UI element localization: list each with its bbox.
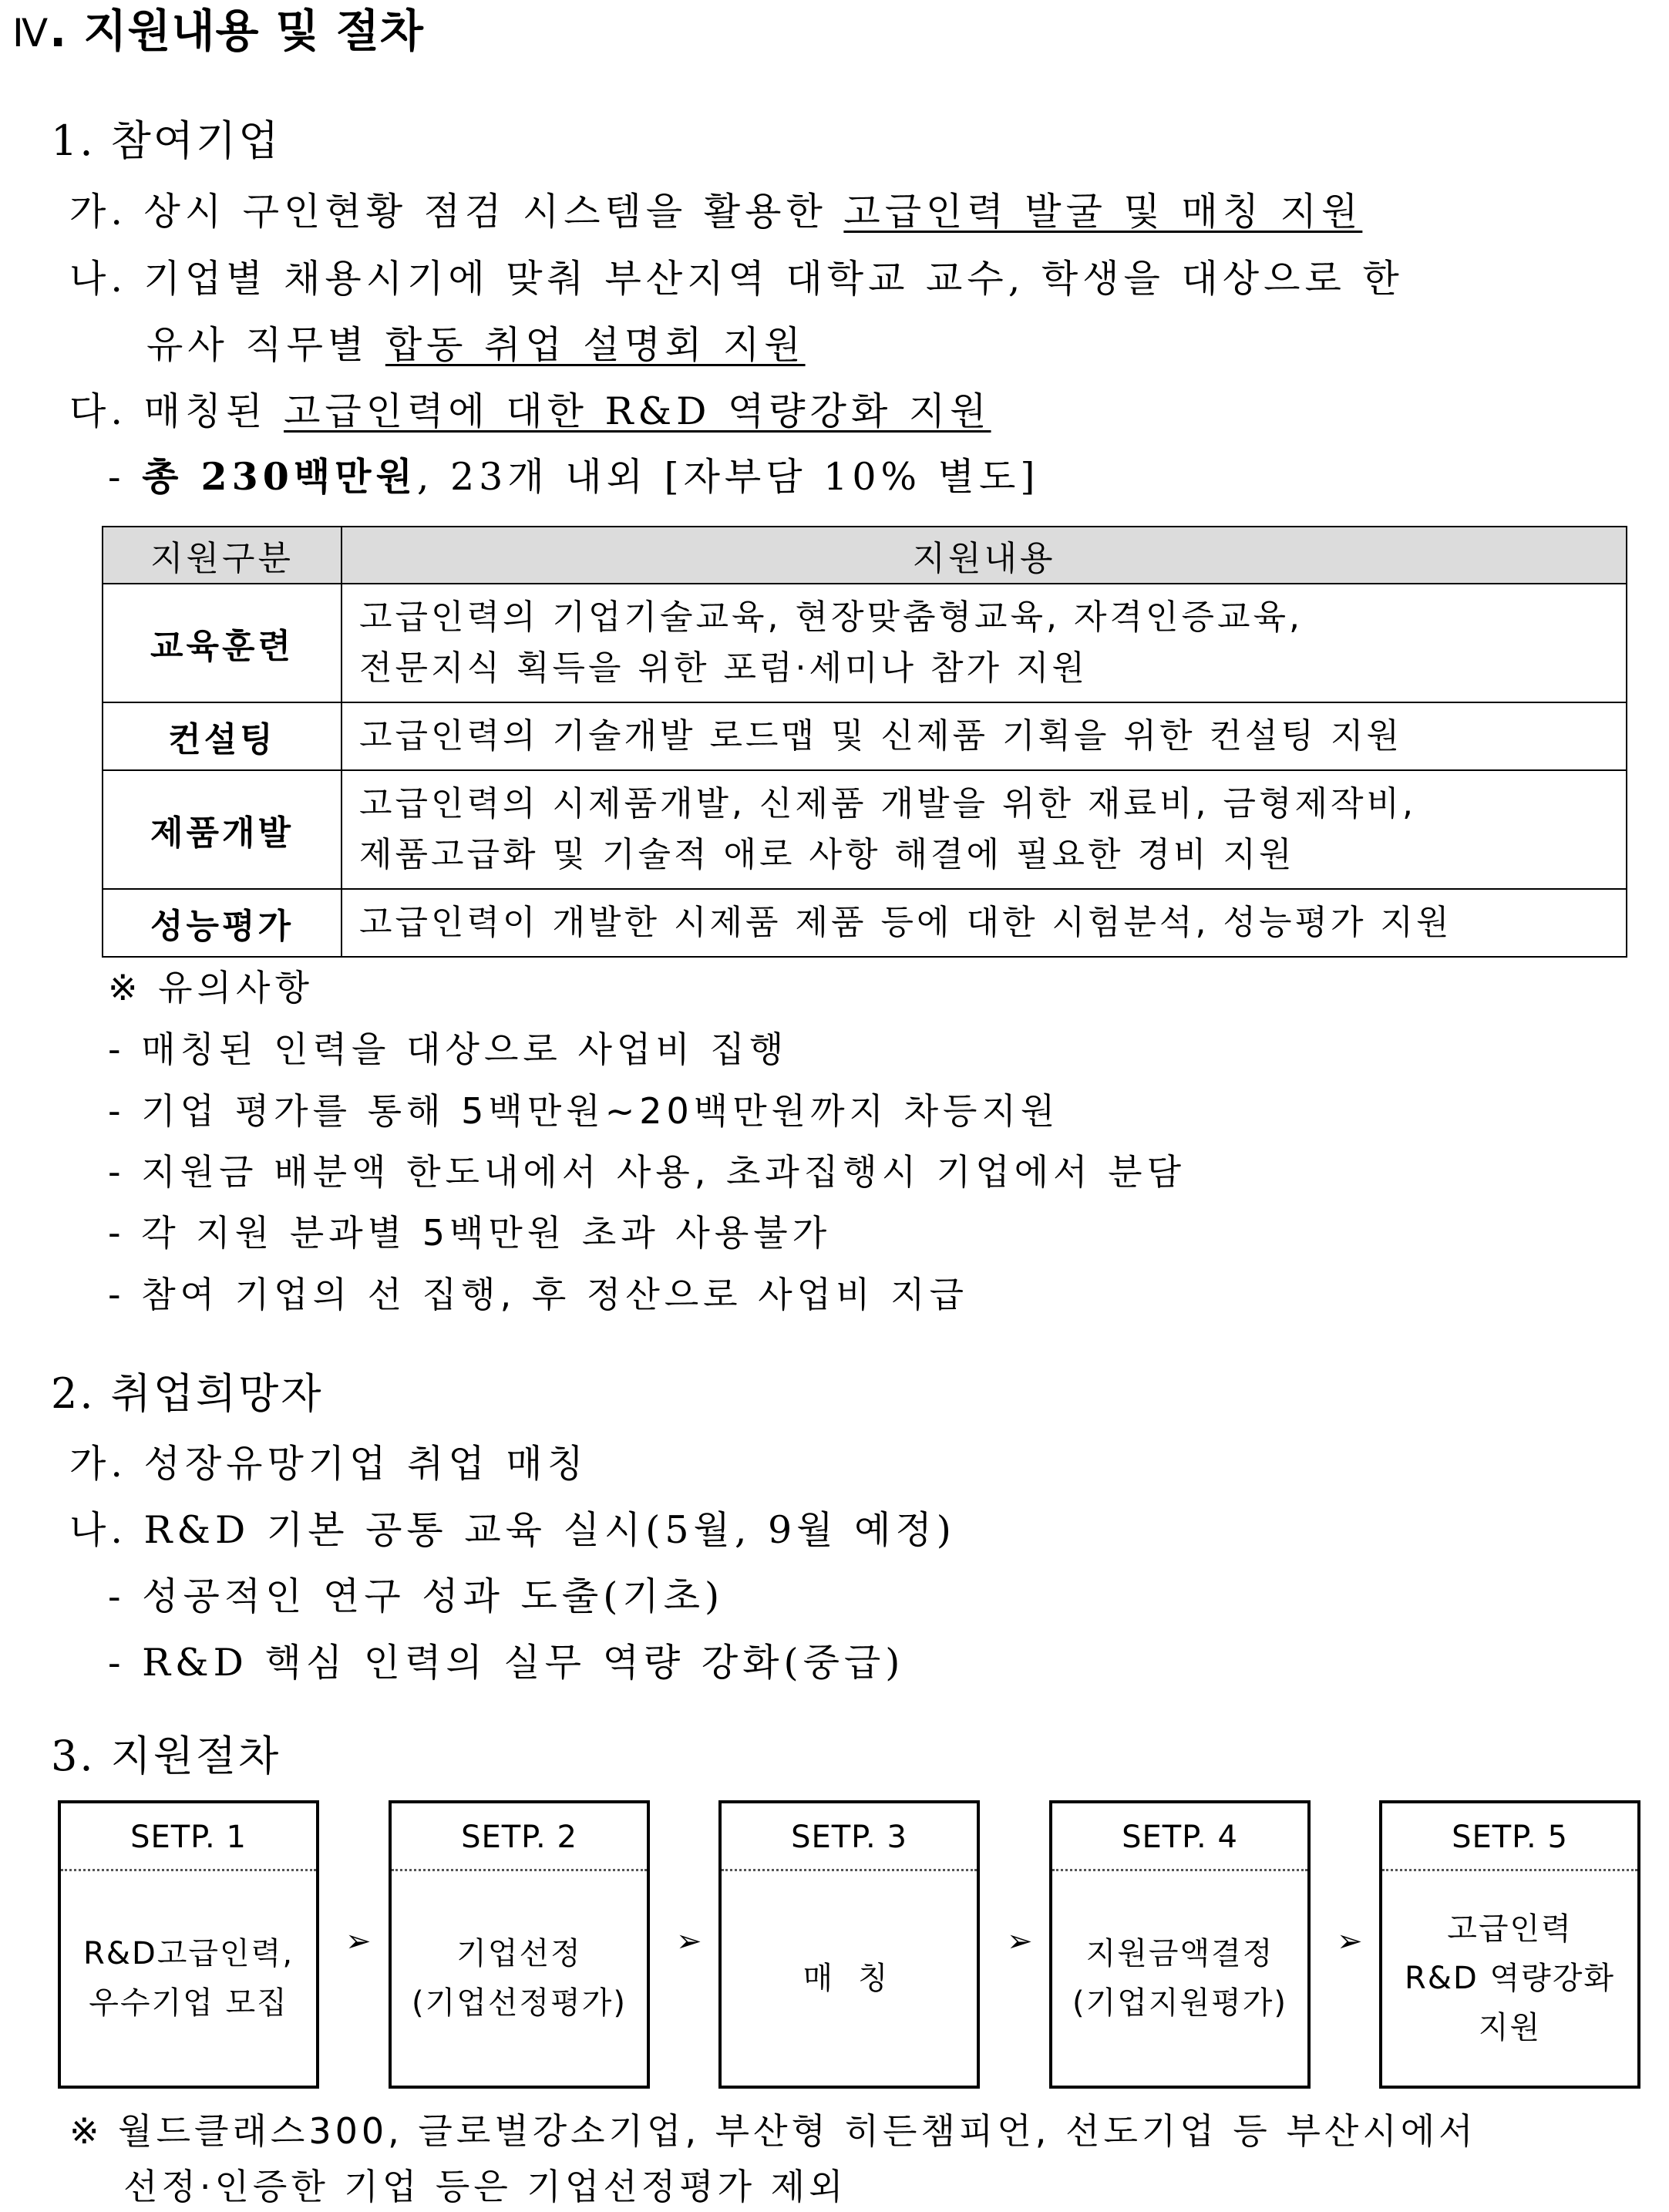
table-row	[103, 770, 1627, 889]
step-line: R&D 역량강화	[1404, 1961, 1616, 1996]
page-heading	[12, 0, 424, 62]
table-header: 지원내용	[342, 527, 1627, 584]
notes-item: - 지원금 배분액 한도내에서 사용, 초과집행시 기업에서 분담	[108, 1151, 1186, 1193]
process-step-5	[1379, 1800, 1640, 2089]
table-row	[103, 889, 1627, 957]
section2-sub-item: - 성공적인 연구 성과 도출(기초)	[108, 1574, 725, 1618]
step-line: 우수기업 모집	[89, 1985, 288, 2021]
step-title: SETP. 4	[1052, 1803, 1307, 1871]
procedure-footnote-line2: 선정·인증한 기업 등은 기업선정평가 제외	[123, 2166, 847, 2207]
process-arrow-icon: ➢	[1337, 1924, 1363, 1959]
desc-line: 고급인력이 개발한 시제품 제품 등에 대한 시험분석, 성능평가 지원	[359, 903, 1452, 942]
table-row	[103, 702, 1627, 770]
section1-na-underline: 합동 취업 설명회 지원	[385, 323, 806, 367]
step-line: 기업선정	[456, 1936, 582, 1971]
section1-da-underline: 고급인력에 대한 R&D 역량강화 지원	[284, 389, 991, 433]
table-description	[342, 702, 1627, 770]
section1-item-da	[69, 382, 991, 436]
desc-line: 고급인력의 기업기술교육, 현장맞춤형교육, 자격인증교육,	[359, 598, 1304, 637]
table-description	[342, 889, 1627, 957]
section1-budget	[108, 447, 1039, 501]
step-line: R&D고급인력,	[82, 1936, 294, 1971]
notes-item: - 매칭된 인력을 대상으로 사업비 집행	[108, 1029, 789, 1070]
section1-na-text: 유사 직무별	[146, 323, 385, 367]
table-header: 지원구분	[103, 527, 342, 584]
process-step-3	[718, 1800, 980, 2089]
section1-item-na-line2	[146, 315, 806, 369]
section2-sub-item: - R&D 핵심 인력의 실무 역량 강화(중급)	[108, 1641, 905, 1685]
step-title: SETP. 5	[1382, 1803, 1637, 1871]
heading-roman-numeral: Ⅳ	[12, 11, 50, 56]
desc-line: 제품고급화 및 기술적 애로 사항 해결에 필요한 경비 지원	[359, 835, 1295, 874]
notes-title: ※ 유의사항	[108, 967, 314, 1008]
section1-item-na-line1: 나. 기업별 채용시기에 맞춰 부산지역 대학교 교수, 학생을 대상으로 한	[69, 257, 1404, 301]
step-body	[61, 1871, 316, 2086]
table-header-row	[103, 527, 1627, 584]
desc-line: 전문지식 획득을 위한 포럼·세미나 참가 지원	[359, 648, 1088, 688]
step-body	[1052, 1871, 1307, 2086]
support-table	[102, 526, 1627, 958]
process-step-2	[389, 1800, 650, 2089]
step-line: 매 칭	[803, 1961, 896, 1996]
table-category: 교육훈련	[103, 584, 342, 702]
budget-bold: 총 230백만원	[142, 454, 417, 499]
step-line: 지원	[1478, 2010, 1542, 2045]
step-title: SETP. 2	[392, 1803, 647, 1871]
step-line: 지원금액결정	[1085, 1936, 1274, 1971]
step-body	[1382, 1871, 1637, 2086]
desc-line: 고급인력의 기술개발 로드맵 및 신제품 기획을 위한 컨설팅 지원	[359, 716, 1402, 756]
section1-da-text: 다. 매칭된	[69, 389, 284, 433]
notes-item: - 참여 기업의 선 집행, 후 정산으로 사업비 지급	[108, 1274, 969, 1315]
section1-title: 1. 참여기업	[51, 116, 281, 165]
section1-ga-text: 가. 상시 구인현황 점검 시스템을 활용한	[69, 190, 844, 234]
section3-title: 3. 지원절차	[51, 1732, 281, 1780]
notes-item: - 각 지원 분과별 5백만원 초과 사용불가	[108, 1212, 832, 1254]
budget-rest: , 23개 내외 [자부담 10% 별도]	[416, 455, 1040, 499]
section2-title: 2. 취업희망자	[51, 1369, 324, 1418]
process-step-4	[1049, 1800, 1311, 2089]
section2-item-na: 나. R&D 기본 공통 교육 실시(5월, 9월 예정)	[69, 1508, 956, 1552]
process-step-1	[58, 1800, 319, 2089]
heading-title: . 지원내용 및 절차	[49, 5, 424, 57]
process-arrow-icon: ➢	[345, 1924, 372, 1959]
table-category: 성능평가	[103, 889, 342, 957]
table-description	[342, 770, 1627, 889]
step-line: (기업지원평가)	[1072, 1985, 1288, 2021]
section1-ga-underline: 고급인력 발굴 및 매칭 지원	[843, 190, 1363, 234]
table-category: 제품개발	[103, 770, 342, 889]
section2-item-ga: 가. 성장유망기업 취업 매칭	[69, 1442, 588, 1486]
table-category: 컨설팅	[103, 702, 342, 770]
step-body	[722, 1871, 977, 2086]
table-description	[342, 584, 1627, 702]
desc-line: 고급인력의 시제품개발, 신제품 개발을 위한 재료비, 금형제작비,	[359, 784, 1416, 823]
step-line: (기업선정평가)	[411, 1985, 628, 2021]
table-row	[103, 584, 1627, 702]
step-title: SETP. 3	[722, 1803, 977, 1871]
step-body	[392, 1871, 647, 2086]
step-line: 고급인력	[1447, 1911, 1573, 1947]
step-title: SETP. 1	[61, 1803, 316, 1871]
section1-item-ga	[69, 182, 1362, 236]
procedure-footnote-line1: ※ 월드클래스300, 글로벌강소기업, 부산형 히든챔피언, 선도기업 등 부산시에서	[69, 2110, 1477, 2152]
process-arrow-icon: ➢	[1007, 1924, 1033, 1959]
notes-item: - 기업 평가를 통해 5백만원~20백만원까지 차등지원	[108, 1090, 1060, 1132]
budget-dash: -	[108, 455, 143, 499]
process-arrow-icon: ➢	[676, 1924, 702, 1959]
